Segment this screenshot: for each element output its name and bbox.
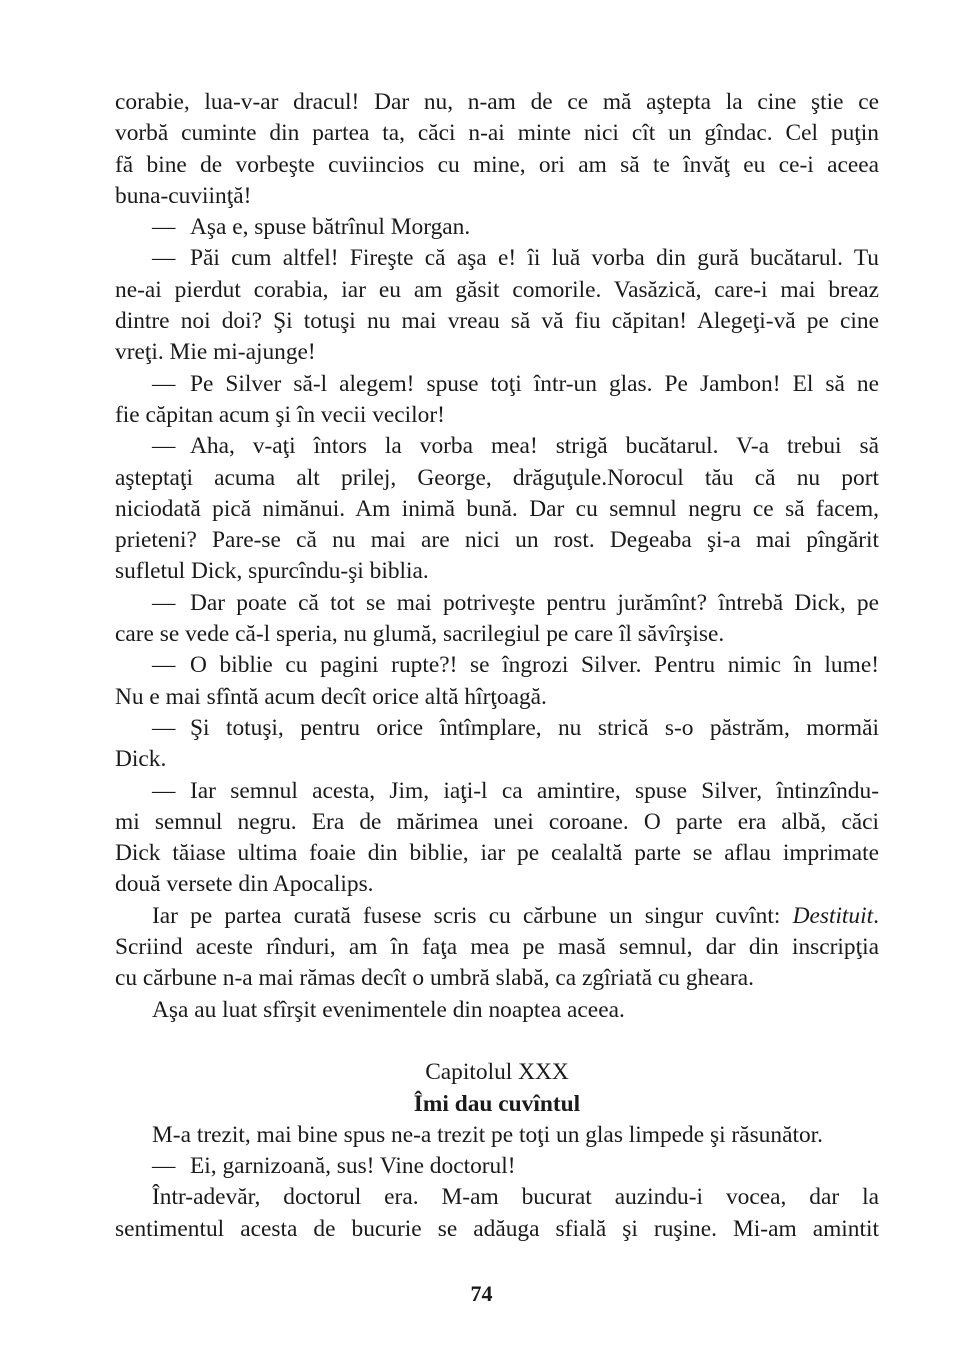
dialogue-paragraph [115,212,879,243]
line-text: Dar poate că tot se mai potriveşte pentru jurămînt? întrebă Dick, pe [190,589,879,616]
text-line: fă bine de vorbeşte cuviincios cu mine, ori am să te învăţ eu ce-i aceea [115,151,879,178]
text-line [115,901,879,932]
line-text: O biblie cu pagini rupte?! se îngrozi Silver. Pentru nimic în lume! [190,652,879,679]
text-line: Aşa au luat sfîrşit evenimentele din noaptea aceea. [152,996,625,1023]
text-line: aşteptaţi acuma alt prilej, George, drăguţule.Norocul tău că nu port [115,464,879,491]
paragraph [115,995,879,1026]
text-line [115,212,879,243]
dialogue-dash: — [152,589,176,616]
text-line: Nu e mai sfîntă acum decît orice altă hîrţoagă. [115,683,547,710]
line-text: Pe Silver să-l alegem! spuse toţi într-un glas. Pe Jambon! El să ne [190,370,879,397]
text-line [115,369,879,400]
emphasized-word: Destituit [792,902,874,929]
dialogue-paragraph [115,588,879,651]
chapter-heading [115,1057,879,1120]
line-text: Şi totuşi, pentru orice întîmplare, nu strică s-o păstrăm, mormăi [190,714,879,741]
dialogue-dash: — [152,1153,176,1180]
chapter-number: Capitolul XXX [425,1059,569,1086]
dialogue-dash: — [152,245,176,272]
chapter-title: Îmi dau cuvîntul [413,1090,581,1117]
text-line: ne-ai pierdut corabia, iar eu am găsit comorile. Vasăzică, care-i mai breaz [115,276,879,303]
dialogue-paragraph [115,776,879,901]
text-line: prieteni? Pare-se că nu mai are nici un rost. Degeaba şi-a mai pîngărit [115,527,879,554]
page-number: 74 [470,1281,493,1306]
paragraph [115,87,879,212]
text-line: Dick tăiase ultima foaie din biblie, iar pe cealaltă parte se aflau imprimate [115,840,879,867]
line-text: . [873,902,879,929]
text-line: Dick. [115,746,167,773]
page-text [115,87,879,1245]
dialogue-paragraph [115,650,879,713]
paragraph [115,1182,879,1245]
text-line: corabie, lua-v-ar dracul! Dar nu, n-am de ce mă aştepta la cine ştie ce [115,89,879,115]
text-line: fie căpitan acum şi în vecii vecilor! [115,401,445,428]
dialogue-dash: — [152,652,176,679]
text-line [115,713,879,744]
text-line: M-a trezit, mai bine spus ne-a trezit pe toţi un glas limpede şi răsunător. [152,1121,823,1148]
dialogue-paragraph [115,243,879,368]
dialogue-dash: — [152,370,176,397]
text-line: Într-adevăr, doctorul era. M-am bucurat auzindu-i vocea, dar la [152,1184,879,1211]
text-line: mi semnul negru. Era de mărimea unei coroane. O parte era albă, căci [115,808,879,835]
line-text: Aşa e, spuse bătrînul Morgan. [190,214,471,241]
line-text: Păi cum altfel! Fireşte că aşa e! îi luă vorba din gură bucătarul. Tu [190,245,879,272]
text-line [115,431,879,462]
dialogue-paragraph [115,1151,879,1182]
dialogue-dash: — [152,433,176,460]
dialogue-paragraph [115,431,879,587]
text-line [115,588,879,619]
text-line: două versete din Apocalips. [115,871,374,898]
text-line [115,1151,879,1182]
text-line: cu cărbune n-a mai rămas decît o umbră slabă, ca zgîriată cu gheara. [115,965,755,992]
dialogue-dash: — [152,214,176,241]
text-line: vreţi. Mie mi-ajunge! [115,339,316,366]
dialogue-dash: — [152,777,176,804]
text-line: dintre noi doi? Şi totuşi nu mai vreau să vă fiu căpitan! Alegeţi-vă pe cine [115,308,879,335]
line-text: Aha, v-aţi întors la vorba mea! strigă bucătarul. V-a trebui să [190,433,879,460]
section-gap [115,1026,879,1057]
text-line: niciodată pică nimănui. Am inimă bună. Dar cu semnul negru ce să facem, [115,495,879,522]
text-line [115,650,879,681]
paragraph [115,901,879,995]
text-line [115,776,879,807]
dialogue-paragraph [115,713,879,776]
dialogue-paragraph [115,369,879,432]
text-line: sentimentul acesta de bucurie se adăuga sfială şi ruşine. Mi-am amintit [115,1215,879,1242]
text-line: buna-cuviinţă! [115,182,252,209]
line-text: Ei, garnizoană, sus! Vine doctorul! [190,1153,516,1180]
text-line: sufletul Dick, spurcîndu-şi biblia. [115,558,429,585]
line-text: Iar semnul acesta, Jim, iaţi-l ca amintire, spuse Silver, întinzîndu- [190,777,879,804]
paragraph [115,1120,879,1151]
text-line: care se vede că-l speria, nu glumă, sacrilegiul pe care îl săvîrşise. [115,621,725,648]
text-line: vorbă cuminte din partea ta, căci n-ai minte nici cît un gîndac. Cel puţin [115,120,879,147]
dialogue-dash: — [152,714,176,741]
line-text: Iar pe partea curată fusese scris cu cărbune un singur cuvînt: [152,902,793,929]
text-line: Scriind aceste rînduri, am în faţa mea pe masă semnul, dar din inscripţia [115,934,879,961]
text-line [115,243,879,274]
